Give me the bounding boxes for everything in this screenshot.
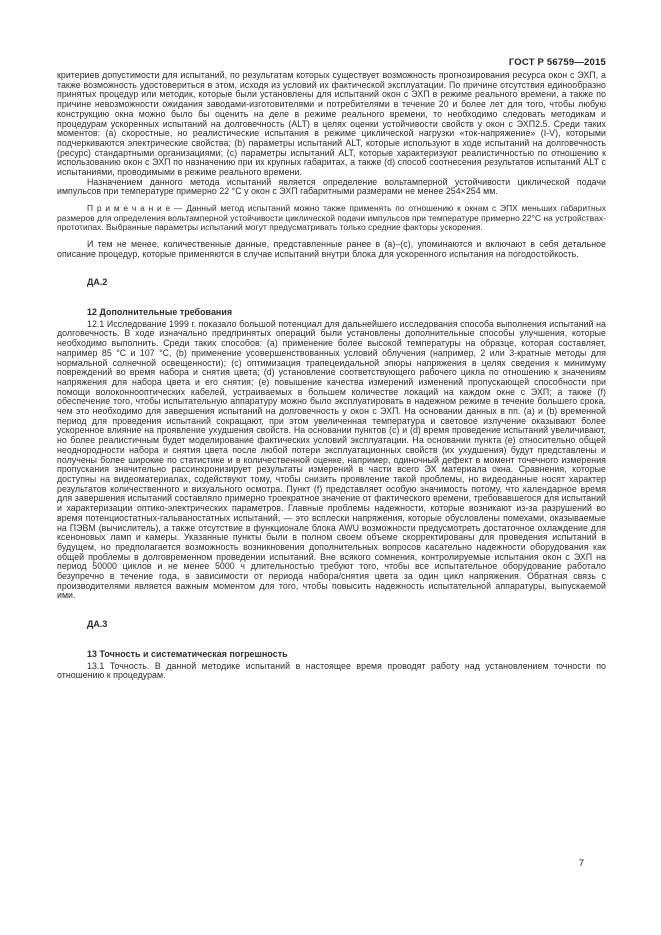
paragraph-criteria-continuation: критериев допустимости для испытаний, по результатам которых существует возможность прогнозирования ресурса окон с ЭХП, а также возможность удостовериться в этом, исходя из условий их фактической эксплуатации. По причине отсутствия единообразно принятых процедур или методик, которые были установлены для испытаний окон с ЭХП в режиме реального времени, а также по причине невозможности ожидания заводами-изготовителями и потребителями в течение 20 и более лет для того, чтобы любую конструкцию окна можно было бы оценить на деле в режиме реального времени, то необходимо следовать методикам и процедурам ускоренных испытаний на долговечность (ALT) в целях оценки устойчивости свойств у окон с ЭХП2.5. Среди таких моментов: (а) скоростные, но реалистические испытания в режиме циклической нагрузки «ток-напряжение» (I-V), которыми подчеркиваются электрические свойства; (b) параметры испытаний ALT, которые используют в ходе испытаний на долговечность (ресурс) стандартными организациями; (с) параметры испытаний ALT, которые характеризуют реалистичностью по отношению к использованию окон с ЭХП по назначению при их крупных габаритах, а также (d) способ соотнесения результатов испытаний ALT с испытаниями, проводимыми в режиме реального времени. <box>57 70 606 178</box>
paragraph-12-1: 12.1 Исследование 1999 г. показало большой потенциал для дальнейшего исследования способа выполнения испытаний на долговечность. В ходе изначально предпринятых операций были установлены дополнительные способы улучшения, которые необходимо выполнить. Среди таких способов: (а) применение более высокой температуры на образце, которая составляет, например 85 °C и 107 °C, (b) применение усовершенствованных условий облучения (например, 2 или 3-кратные методы для нормальной солнечной освещенности); (с) оптимизация трапецеидальной эпюры напряжения в целях сведения к минимуму повреждений во время набора и снятия цвета; (d) установление соответствующего рабочего цикла по отношению к значениям напряжения для набора цвета и его снятия; (е) повышение качества измерений изменений пропускающей способности при помощи волоконнооптических кабелей, устраиваемых в большем количестве локаций на каждом окне с ЭХП; а также (f) обеспечение того, чтобы испытательную аппаратуру можно было эксплуатировать в надежном режиме в течение большего срока, чем это необходимо для завершения испытаний на долговечность у окон с ЭХП. На основании данных в пп. (а) и (b) временной период для проведения испытаний сокращают, при этом увеличенная температура и световое излучение оказывают более ускоренное влияние на проявление ухудшения свойств. На основании пунктов (с) и (d) время проведение испытаний увеличивают, но более реалистичным будет моделирование фактических условий эксплуатации. На основании пункта (е) относительно общей неоднородности набора и снятия цвета после любой потери эксплуатационных свойств (их ухудшения) будут представлены и получены более широкие по статистике и в количественной оценке, например, одиночный дефект в момент точечного измерения пропускания значительно рассинхронизирует результаты измерений в части всего ЭХ материала окна. Сравнения, которые доступны на видеоматериалах, содействуют тому, чтобы снизить проявление такой проблемы, но видеоданные носят характер результатов количественного и визуального осмотра. Пункт (f) представляет особую значимость потому, что календарное время для завершения испытаний составляло примерно троекратное значение от фактического времени, требовавшегося для испытаний и характеризации оптико-электрических параметров. Главные проблемы надежности, которые возникают из-за разрушений во время потенциостатных-гальваностатных испытаний, — это всплески напряжения, которые обусловлены помехами, оказываемые на ПЭВМ (вычислитель), а также отсутствие в функционале блока AWU возможности предусмотреть достаточное охлаждение для ксеноновых ламп и камеры. Указанные пункты были в полном своем объеме скорректированы для проведения испытаний в будущем, но предполагается возможность возникновения дополнительных вопросов касательно надежности оборудования как общей проблемы в долговременном проведении испытаний. Вне всякого сомнения, контролируемые испытания окон с ЭХП на период 50000 циклов и не менее 5000 ч длительностью требуют того, чтобы все испытательное оборудование работало безупречно в течение года, в зависимости от периода набора/снятия цвета за один цикл напряжения. Обратная связь с производителями является важным моментом для того, чтобы повысить надежность испытательной аппаратуры, выпускаемой ими. <box>57 318 606 601</box>
document-body <box>57 71 606 681</box>
paragraph-quantitative-data: И тем не менее, количественные данные, представленные ранее в (а)–(с), упоминаются и включают в себя детальное описание процедур, которые применяются в случае испытаний внутри блока для ускоренного испытания на погодостойкость. <box>57 238 606 259</box>
page-number: 7 <box>578 858 584 869</box>
section-heading-12: 12 Дополнительные требования <box>87 307 233 318</box>
paragraph-method-purpose: Назначением данного метода испытаний является определение вольтамперной устойчивости циклической подачи импульсов при температуре примерно 22 °C у окон с ЭХП габаритными размерами не менее 254×254 мм. <box>57 176 606 197</box>
document-header-title: ГОСТ Р 56759—2015 <box>508 57 606 68</box>
note-paragraph: П р и м е ч а н и е — Данный метод испытаний можно также применять по отношению к окнам с ЭПХ меньших габаритных размеров для определения вольтамперной устойчивости циклической подачи импульсов при температуре примерно 22°C на устройствах-прототипах. Выбранные параметры испытаний могут предусматривать только средние факторы ускорения. <box>57 203 606 233</box>
annex-label-da2: ДА.2 <box>87 277 108 288</box>
annex-label-da3: ДА.3 <box>87 619 108 630</box>
section-heading-13: 13 Точность и систематическая погрешность <box>87 648 288 659</box>
paragraph-13-1: 13.1 Точность. В данной методике испытаний в настоящее время проводят работу над установлением точности по отношению к процедурам. <box>57 660 606 681</box>
